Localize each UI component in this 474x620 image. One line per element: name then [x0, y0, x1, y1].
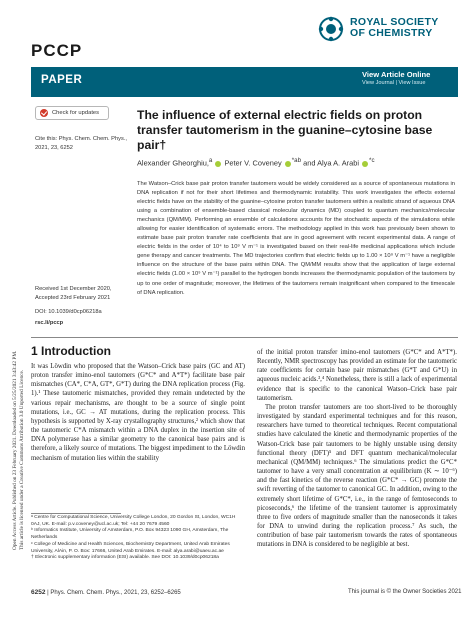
author-affiliation: *ab [291, 157, 302, 164]
author-gheorghiu[interactable]: Alexander Gheorghiu, [137, 158, 209, 168]
page-footer-left [31, 589, 181, 596]
intro-left-column [31, 362, 245, 463]
footnote-affiliation-b: ᵇ Informatics Institute, University of Amsterdam, P.O. Box 94323 1090 GH, Amsterdam, The Netherlands [31, 528, 229, 541]
publisher-line1: ROYAL SOCIETY [350, 16, 439, 28]
check-for-updates-label: Check for updates [52, 110, 100, 116]
orcid-icon[interactable] [215, 161, 221, 167]
footnote-affiliation-a: ᵃ Centre for Computational Science, University College London, 20 Gordon St, London, WC1H 0AJ, UK. E-mail: p.v.coveney@ucl.ac.uk; Tel: +44 20 7679 4560 [31, 515, 236, 527]
publisher-name [350, 17, 439, 39]
view-journal-issue-link[interactable]: View Journal | View Issue [362, 80, 426, 86]
publisher-line2: OF CHEMISTRY [350, 27, 433, 39]
intro-paragraph: The proton transfer tautomers are too short-lived to be thoroughly investigated by standard experimental techniques and for this reason, researchers have turned to theoretical techniques. Recent computational studies have calculated the kinetic and thermodynamic properties of the Watson-Crick base pair tautomers to be highly unstable using density functional theory (DFT)⁵ and DFT quantum mechanical/molecular mechanical (QM/MM) techniques.⁶ The simulations predict the G*C* tautomer to have a very small concentration at equilibrium (K ∼ 10⁻⁶) and the fast kinetics of the reverse reaction (G*C* → GC) promote the swift reverting of the tautomer to canonical GC. In addition, owing to the extremely short lifetime of G*C*, i.e., in the range of femtoseconds to picoseconds,⁶ the lifetime of the transient tautomer is approximately three to five orders of magnitude smaller than the nanoseconds it takes for DNA to unwind during the replication process.⁷ As such, the contribution of base pair tautomerism towards the rates of spontaneous mutations in DNA is considered to be negligible at best. [257, 403, 457, 549]
abstract: The Watson–Crick base pair proton transfer tautomers would be widely considered as a source of spontaneous mutations in DNA replication if not for their short lifetimes and thermodynamic instability. This work investigates the effects external electric fields have on the stability of the guanine–cytosine proton transfer tautomers within a realistic strand of aqueous DNA using a combination of ensemble-based classical molecular dynamics (MD) coupled to quantum mechanics/molecular mechanics (QM/MM). Performing an ensemble of calculations accounts for the stochastic aspects of the simulations while allowing for easier identification of systematic errors. The methodology applied in this work has previously been shown to estimate base pair proton transfer rate coefficients that are in good agreement with recent experimental data. A range of electric fields in the order of 10⁴ to 10⁹ V m⁻¹ is investigated based on their real-life medicinal applications which include gene therapy and cancer treatments. The MD trajectories confirm that electric fields up to 1.00 × 10⁹ V m⁻¹ have a negligible influence on the structure of the base pairs within DNA. The QM/MM results show that the application of large external electric fields (1.00 × 10⁹ V m⁻¹) parallel to the hydrogen bonds increases the thermodynamic population of the tautomers by up to one order of magnitude; moreover, the lifetimes of the tautomers remain insignificant when compared to the timescale of DNA replication. [137, 181, 455, 296]
article-title: The influence of external electric fields on proton transfer tautomerism in the guanine–cytosine base pair† [137, 108, 433, 152]
section-heading-introduction: 1 Introduction [31, 344, 111, 358]
journal-short-link[interactable]: rsc.li/pccp [35, 320, 64, 326]
check-icon [40, 109, 48, 117]
footnotes [31, 515, 243, 562]
author-arabi[interactable]: and Alya A. Arabi [303, 158, 359, 168]
footnote-affiliation-c: ᶜ College of Medicine and Health Sciences, Biochemistry Department, United Arab Emirates University, AlAin, P. O. Box: 17666, United Arab Emirates. E-mail: alya.arabi@uaeu.ac.ae [31, 541, 230, 554]
intro-paragraph: of the initial proton transfer imino-enol tautomers (G*C* and A*T*). Recently, NMR spectroscopy has provided an estimate for the tautomeric rate coefficients for certain base pair mismatches (G*T and G*U) in aqueous nucleic acids.³,⁴ Nonetheless, there is still a lack of experimental evidence that is specific to the canonical Watson–Crick base pair tautomerism. [257, 349, 457, 402]
accepted-date: Accepted 23rd February 2021 [35, 294, 111, 301]
author-list [137, 157, 457, 167]
licence-line-2: This article is licensed under a Creative Commons Attribution 3.0 Unported Licence. [19, 369, 25, 550]
licence-text [12, 351, 26, 550]
author-affiliation: *c [369, 157, 375, 164]
received-date: Received 1st December 2020, [35, 286, 112, 292]
orcid-icon[interactable] [285, 161, 291, 167]
author-affiliation: a [208, 157, 213, 164]
article-type-label: PAPER [41, 74, 83, 86]
footnote-esi: † Electronic supplementary information (ESI) available. See DOI: 10.1039/d0cp06218a [31, 555, 219, 561]
footnote-divider [31, 513, 121, 514]
page-number: 6252 [31, 589, 46, 596]
rsc-emblem-icon [318, 16, 344, 42]
author-coveney[interactable]: Peter V. Coveney [224, 158, 282, 168]
section-divider [31, 337, 458, 338]
article-history [35, 285, 127, 316]
intro-paragraph: It was Löwdin who proposed that the Watson–Crick base pairs (GC and AT) proton transfer imino-enol tautomers (G*C* and A*T*) facilitate base pair mismatches (CA*, C*A, GT*, G*T) during the DNA replication process (Fig. 1).¹ These tautomeric mismatches, provided they remain undetected by the various repair mechanisms, are thought to be a source of single point mutations, i.e., GC → AT mutations, during the replication process. This hypothesis is supported by X-ray crystallography structures,² which show that the tautomeric C*A mismatch within a DNA duplex in the insertion site of DNA polymerase has a similar geometry to the canonical base pairs and is therefore, a likely source of mutations. The biggest impediment to the Löwdin mechanism of mutation lies within the stability [31, 363, 245, 462]
check-for-updates-button[interactable] [35, 106, 109, 120]
licence-sidebar [0, 120, 25, 550]
publisher-logo[interactable] [318, 14, 458, 48]
doi[interactable]: DOI: 10.1039/d0cp06218a [35, 308, 102, 315]
licence-line-1: Open Access Article. Published on 23 February 2021. Downloaded on 5/25/2021 3:43:42 PM. [12, 350, 18, 550]
footer-citation: | Phys. Chem. Chem. Phys., 2021, 23, 6252–6265 [45, 590, 181, 596]
intro-right-column [257, 348, 457, 549]
view-article-online-link[interactable]: View Article Online [362, 70, 431, 79]
journal-name: PCCP [31, 41, 83, 60]
orcid-icon[interactable] [362, 161, 368, 167]
page-footer-right: This journal is © the Owner Societies 2021 [348, 589, 462, 595]
citation-info: Cite this: Phys. Chem. Chem. Phys., 2021, 23, 6252 [35, 136, 127, 151]
